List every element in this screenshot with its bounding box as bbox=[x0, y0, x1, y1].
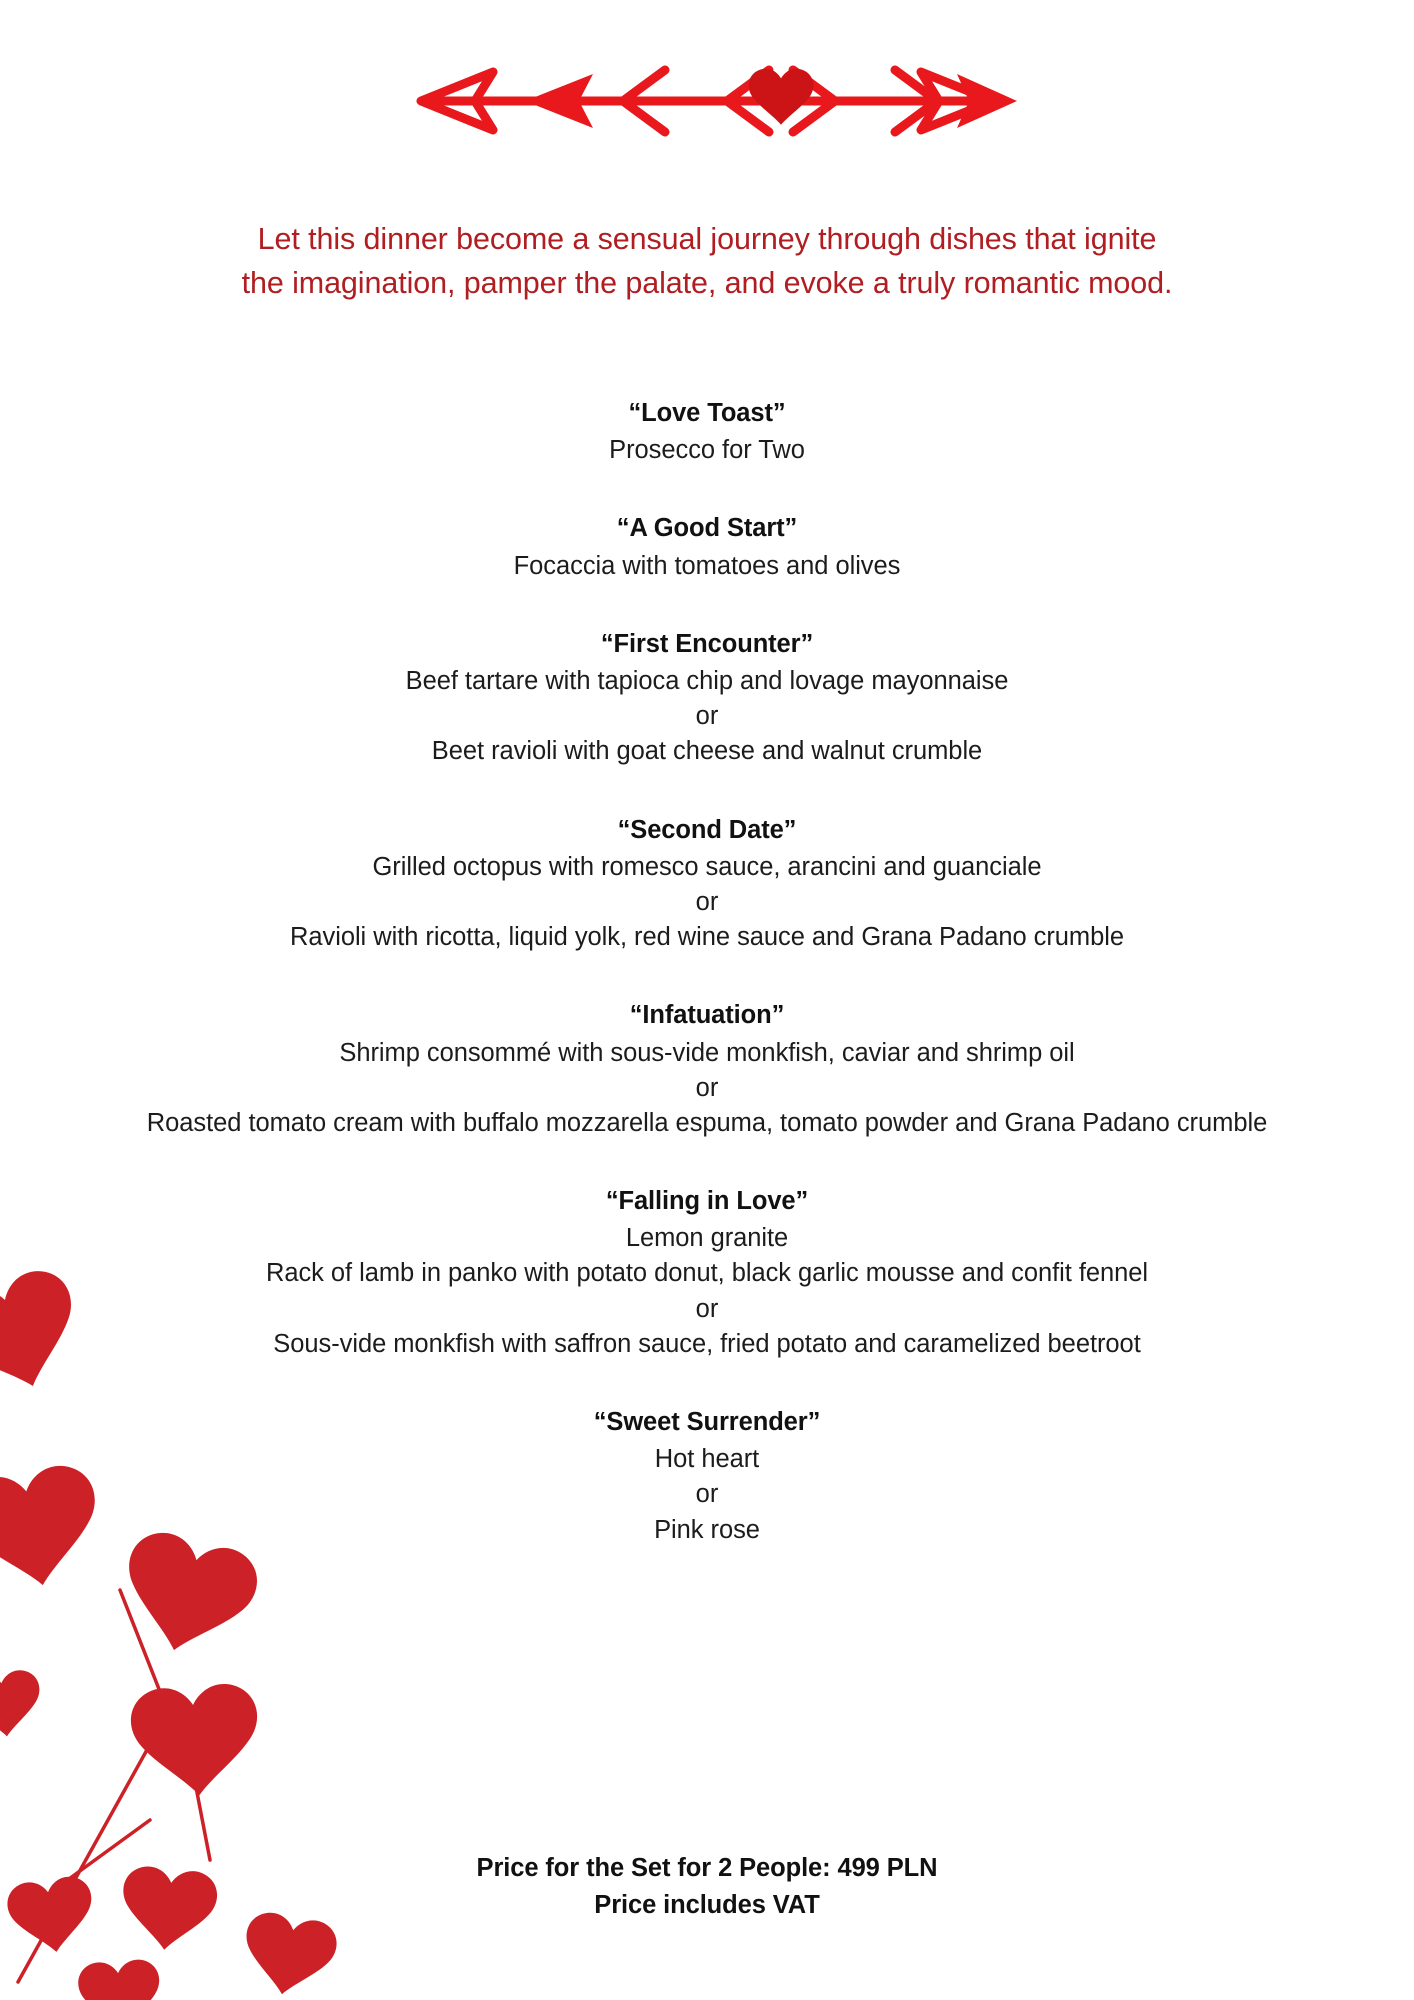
or-separator: or bbox=[695, 702, 719, 731]
dish-option: Roasted tomato cream with buffalo mozzarella espuma, tomato powder and Grana Padano crumble bbox=[146, 1108, 1268, 1137]
intro-line-1: Let this dinner become a sensual journey through dishes that ignite bbox=[257, 222, 1157, 256]
price-line: Price for the Set for 2 People: 499 PLN bbox=[476, 1854, 938, 1882]
or-separator: or bbox=[695, 1480, 719, 1509]
course-title: “First Encounter” bbox=[600, 629, 814, 658]
course-title: “Falling in Love” bbox=[605, 1187, 809, 1216]
dish-option: Grilled octopus with romesco sauce, arancini and guanciale bbox=[372, 852, 1042, 881]
course-a-good-start bbox=[77, 510, 1337, 583]
or-separator: or bbox=[695, 887, 719, 916]
course-title: “Infatuation” bbox=[629, 1001, 785, 1030]
course-title: “A Good Start” bbox=[616, 514, 798, 543]
dish-option: Shrimp consommé with sous-vide monkfish, caviar and shrimp oil bbox=[339, 1038, 1075, 1067]
course-falling-in-love bbox=[77, 1183, 1337, 1362]
dish-option: Focaccia with tomatoes and olives bbox=[513, 551, 901, 580]
intro-paragraph bbox=[87, 218, 1327, 306]
course-love-toast bbox=[77, 395, 1337, 468]
intro-line-2: the imagination, pamper the palate, and evoke a truly romantic mood. bbox=[241, 265, 1173, 300]
dish-option: Hot heart bbox=[654, 1445, 760, 1474]
course-sweet-surrender bbox=[77, 1404, 1337, 1548]
dish-option: Pink rose bbox=[654, 1515, 760, 1544]
course-second-date bbox=[77, 812, 1337, 956]
dish-option: Beet ravioli with goat cheese and walnut crumble bbox=[431, 737, 983, 766]
price-footer bbox=[107, 1850, 1307, 1924]
course-infatuation bbox=[77, 997, 1337, 1141]
course-title: “Second Date” bbox=[617, 815, 797, 844]
course-title: “Love Toast” bbox=[628, 399, 786, 427]
heart-icon bbox=[749, 69, 814, 125]
course-list bbox=[77, 395, 1337, 1548]
course-title: “Sweet Surrender” bbox=[593, 1408, 821, 1437]
dish-option: Prosecco for Two bbox=[609, 436, 805, 465]
dish-intro: Lemon granite bbox=[625, 1224, 789, 1253]
decorative-divider bbox=[0, 58, 1414, 144]
vat-line: Price includes VAT bbox=[594, 1890, 820, 1919]
or-separator: or bbox=[695, 1073, 719, 1102]
or-separator: or bbox=[695, 1294, 719, 1323]
dish-option: Sous-vide monkfish with saffron sauce, fried potato and caramelized beetroot bbox=[273, 1329, 1141, 1358]
arrow-heart-divider-icon bbox=[397, 58, 1017, 144]
dish-option: Beef tartare with tapioca chip and lovage mayonnaise bbox=[405, 666, 1009, 695]
course-first-encounter bbox=[77, 626, 1337, 770]
dish-option: Ravioli with ricotta, liquid yolk, red wine sauce and Grana Padano crumble bbox=[290, 923, 1124, 952]
dish-option: Rack of lamb in panko with potato donut, black garlic mousse and confit fennel bbox=[265, 1259, 1149, 1288]
